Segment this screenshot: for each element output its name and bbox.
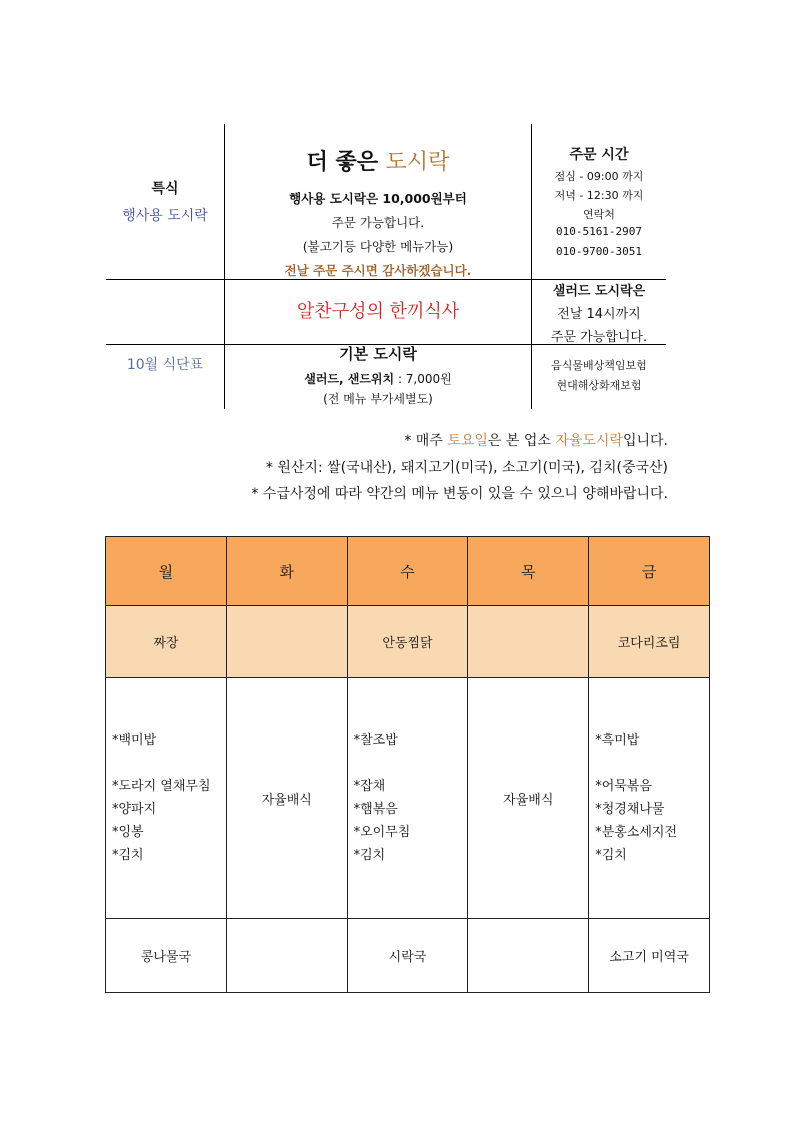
notice-saturday-pre: * 매주	[404, 433, 448, 449]
special-fri: 코다리조림	[589, 606, 710, 678]
contact-label: 연락처	[583, 208, 615, 221]
notice-menu-change: * 수급사정에 따라 약간의 메뉴 변동이 있을 수 있으니 양해바랍니다.	[251, 486, 668, 502]
composition-slogan: 알찬구성의 한끼식사	[296, 301, 460, 322]
list-item: *김치	[112, 848, 144, 863]
soup-tue	[226, 919, 347, 993]
insurance-2: 현대해상화재보험	[556, 379, 642, 392]
special-thu	[468, 606, 589, 678]
event-price-text: 행사용 도시락은 10,000원부터	[289, 191, 467, 206]
soup-fri: 소고기 미역국	[589, 919, 710, 993]
menu-variety-line: (불고기등 다양한 메뉴가능)	[302, 239, 454, 254]
list-item: *김치	[353, 848, 386, 863]
list-item: *분홍소세지전	[595, 825, 678, 840]
list-item: *흑미밥	[595, 733, 640, 748]
list-item: *양파지	[112, 802, 157, 817]
special-wed: 안동찜닭	[347, 606, 468, 678]
day-header-row	[106, 537, 710, 606]
basic-lunchbox-title: 기본 도시락	[339, 345, 417, 363]
special-row	[106, 606, 710, 678]
salad-line-2: 전날 14시까지	[557, 307, 641, 322]
day-mon: 월	[106, 537, 227, 606]
main-dish-row	[106, 678, 710, 919]
main-thu: 자율배식	[468, 678, 589, 919]
notice-self-lunchbox-hl: 자율도시락	[555, 433, 623, 449]
basic-price-value: : 7,000원	[394, 372, 452, 386]
main-tue: 자율배식	[226, 678, 347, 919]
notice-saturday-hl: 토요일	[447, 433, 488, 449]
special-label: 특식	[151, 181, 179, 197]
list-item: *도라지 열채무침	[112, 779, 211, 794]
vat-note: (전 메뉴 부가세별도)	[323, 392, 433, 406]
basic-price-line	[224, 370, 532, 387]
list-item: *백미밥	[112, 733, 157, 748]
notice-saturday	[404, 430, 668, 450]
title-brand: 도시락	[385, 150, 450, 175]
list-item: *찰조밥	[353, 733, 398, 748]
main-wed	[347, 678, 468, 919]
list-item: *김치	[595, 848, 627, 863]
weekly-menu-table	[105, 536, 710, 993]
day-fri: 금	[589, 537, 710, 606]
day-thu: 목	[468, 537, 589, 606]
soup-mon: 콩나물국	[106, 919, 227, 993]
order-available-line: 주문 가능합니다.	[331, 215, 425, 230]
day-wed: 수	[347, 537, 468, 606]
list-item: *어묵볶음	[595, 779, 652, 794]
thanks-line: 전날 주문 주시면 감사하겠습니다.	[284, 263, 472, 278]
notice-saturday-post: 입니다.	[622, 433, 668, 449]
october-menu-label: 10월 식단표	[126, 357, 204, 373]
salad-line-1: 샐러드 도시락은	[552, 284, 646, 299]
day-tue: 화	[226, 537, 347, 606]
special-mon: 짜장	[106, 606, 227, 678]
list-item: *햄볶음	[353, 802, 398, 817]
soup-thu	[468, 919, 589, 993]
order-time-title: 주문 시간	[569, 147, 629, 163]
salad-line-3: 주문 가능합니다.	[550, 330, 648, 345]
dinner-time: 저녁 - 12:30 까지	[554, 189, 644, 202]
list-item: *잉봉	[112, 825, 144, 840]
soup-row	[106, 919, 710, 993]
event-lunchbox-label: 행사용 도시락	[122, 208, 208, 224]
notice-origin: * 원산지: 쌀(국내산), 돼지고기(미국), 소고기(미국), 김치(중국산)	[265, 460, 668, 476]
title-prefix: 더 좋은	[306, 150, 386, 175]
phone-2: 010-9700-3051	[555, 245, 643, 258]
main-mon	[106, 678, 227, 919]
list-item: *잡채	[353, 779, 386, 794]
notice-saturday-mid: 은 본 업소	[487, 433, 556, 449]
page-title	[224, 145, 532, 176]
list-item: *청경채나물	[595, 802, 665, 817]
insurance-1: 음식물배상책임보험	[551, 359, 647, 372]
lunch-time: 점심 - 09:00 까지	[554, 170, 644, 183]
main-fri	[589, 678, 710, 919]
soup-wed: 시락국	[347, 919, 468, 993]
basic-price-label: 샐러드, 샌드위치	[304, 372, 395, 386]
list-item: *오이무침	[353, 825, 411, 840]
phone-1: 010-5161-2907	[555, 225, 643, 238]
special-tue	[226, 606, 347, 678]
event-price-line	[224, 189, 532, 207]
